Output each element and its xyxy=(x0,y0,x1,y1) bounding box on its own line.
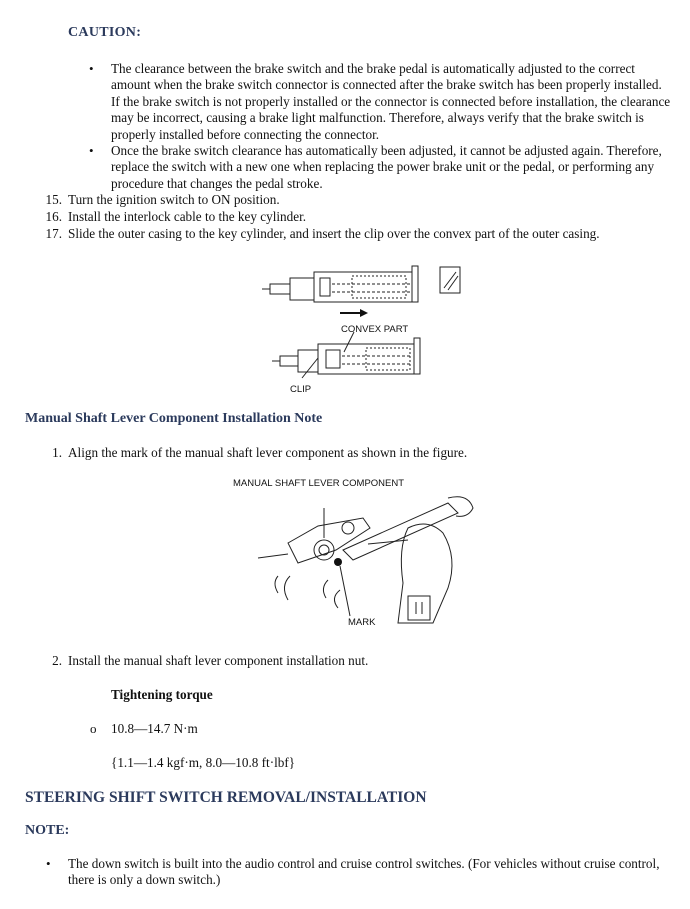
lower-cable-assembly xyxy=(272,332,420,378)
step-15 xyxy=(40,192,280,208)
step-number: 2. xyxy=(52,653,62,668)
slide-direction-arrow xyxy=(340,309,368,317)
caution-bullet-1 xyxy=(89,61,671,143)
step-16 xyxy=(40,209,306,225)
step-text: Slide the outer casing to the key cylinder, and insert the clip over the convex part of the outer casing. xyxy=(68,226,600,241)
step-number: 15. xyxy=(45,192,62,207)
bullet-dot: • xyxy=(89,143,94,158)
tightening-torque-heading: Tightening torque xyxy=(111,687,213,702)
upper-cable-assembly xyxy=(262,266,460,302)
note-text: The down switch is built into the audio control and cruise control switches. (For vehicles without cruise control, there is only a down switch.) xyxy=(68,856,660,888)
step-text: Align the mark of the manual shaft lever component as shown in the figure. xyxy=(68,445,468,460)
steering-heading: STEERING SHIFT SWITCH REMOVAL/INSTALLATION xyxy=(25,789,427,806)
bullet-dot: • xyxy=(46,856,51,871)
caution-bullet-text: Once the brake switch clearance has automatically been adjusted, it cannot be adjusted again. Therefore, replace the switch with a new one when replacing the power brake unit or the pedal, or performing any procedure that changes the pedal stroke. xyxy=(111,143,662,191)
manual-shaft-step-1 xyxy=(40,445,467,461)
torque-alt-value: {1.1—1.4 kgf·m, 8.0—10.8 ft·lbf} xyxy=(111,755,296,770)
step-17 xyxy=(40,226,600,242)
caution-heading: CAUTION: xyxy=(68,25,142,40)
caution-bullet-text: The clearance between the brake switch and the brake pedal is automatically adjusted to the correct amount when the brake switch connector is connected after the brake switch has been properly installed. If the brake switch is not properly installed or the connector is connected before installation, the clearance may be incorrect, causing a brake light malfunction. Therefore, always verify that the brake switch is properly installed before connecting the connector. xyxy=(111,61,671,142)
convex-part-label: CONVEX PART xyxy=(341,324,409,335)
bullet-dot: • xyxy=(89,61,94,76)
manual-shaft-step-2 xyxy=(40,653,368,669)
manual-shaft-lever-label: MANUAL SHAFT LEVER COMPONENT xyxy=(233,478,405,489)
step-text: Turn the ignition switch to ON position. xyxy=(68,192,280,207)
clip-label: CLIP xyxy=(290,384,312,395)
caution-bullet-2 xyxy=(89,143,671,192)
step-text: Install the manual shaft lever component installation nut. xyxy=(68,653,369,668)
step-number: 1. xyxy=(52,445,62,460)
torque-bullet-marker: o xyxy=(90,721,97,736)
note-bullet xyxy=(46,856,673,889)
mark-label: MARK xyxy=(348,617,376,628)
manual-shaft-lever-figure xyxy=(258,488,498,633)
step-number: 17. xyxy=(45,226,62,241)
torque-value: 10.8—14.7 N·m xyxy=(111,721,198,736)
step-text: Install the interlock cable to the key cylinder. xyxy=(68,209,307,224)
step-number: 16. xyxy=(45,209,62,224)
note-heading: NOTE: xyxy=(25,823,70,838)
manual-shaft-heading: Manual Shaft Lever Component Installation Note xyxy=(25,411,323,426)
